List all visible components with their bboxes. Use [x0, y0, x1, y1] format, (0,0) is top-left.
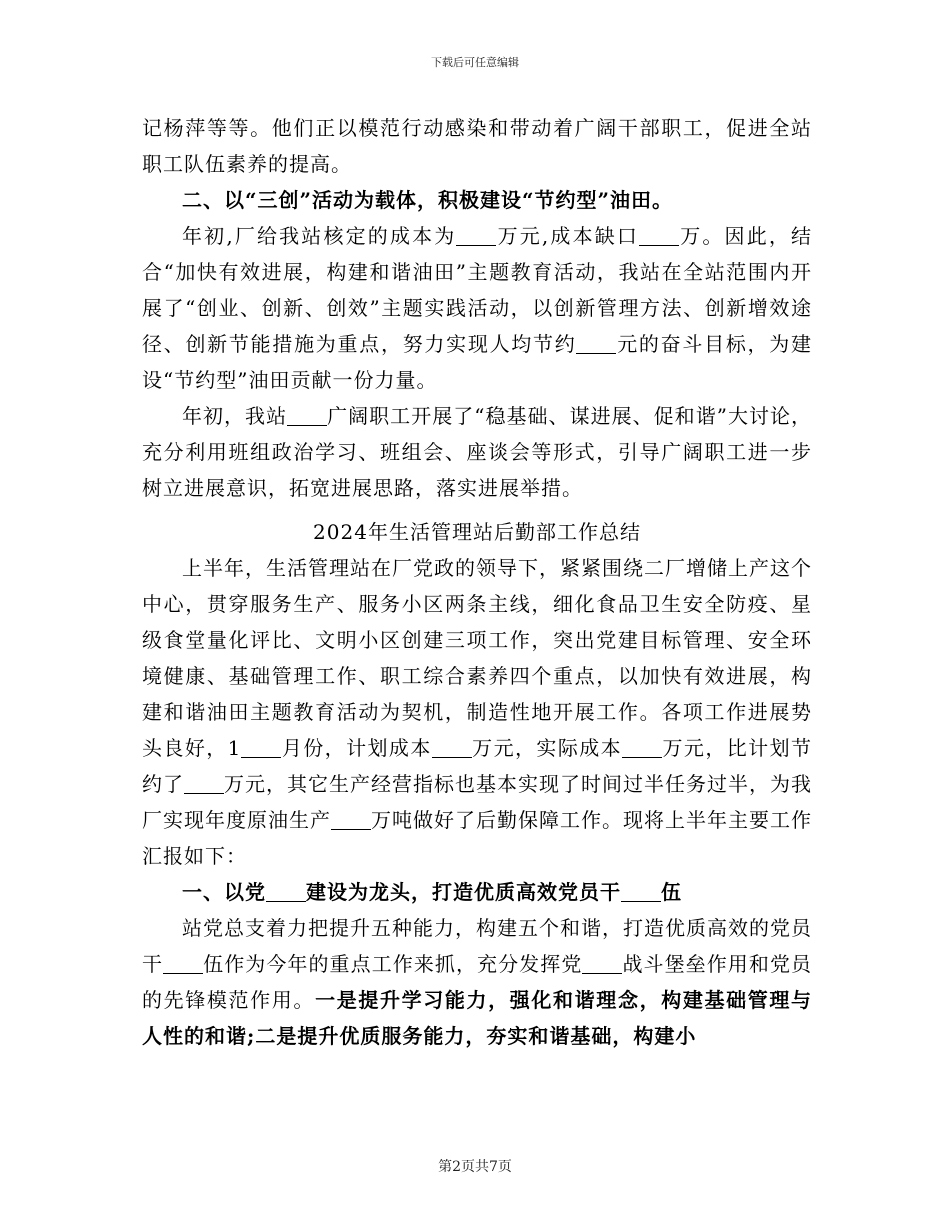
- blank-line: [266, 881, 306, 902]
- text-run: 站党总支着力把提升五种能力，构建五个和谐，打造优质高效的党员干: [142, 916, 812, 976]
- blank-line: [287, 405, 327, 426]
- document-body: [142, 110, 812, 1054]
- text-run: 万元，实际成本: [471, 736, 623, 760]
- text-run: 万吨做好了后勤保障工作。现将上半年主要工作汇报如下：: [142, 808, 812, 868]
- text-run: 战斗堡垒作用和党员的先锋模范作用。: [142, 952, 813, 1012]
- text-run: 元的奋斗目标，为建设“节约型”油田贡献一份力量。: [142, 332, 813, 392]
- blank-line: [163, 953, 203, 974]
- text-run: 万。因此，结合“加快有效进展，构建和谐油田”主题教育活动，我站在全站范围内开展了“创业、创新、创效”主题实践活动，以创新管理方法、创新增效途径、创新节能措施为重点，努力实现人均节约: [142, 224, 813, 356]
- text-run: 万元，比计划节约了: [142, 736, 813, 796]
- paragraph: [142, 398, 812, 506]
- bold-text-run: 一是提升学习能力，强化和谐理念，构建基础管理与人性的和谐;二是提升优质服务能力，夯实和谐基础，构建小: [142, 988, 813, 1048]
- blank-line: [241, 737, 281, 758]
- blank-line: [622, 737, 662, 758]
- blank-line: [621, 881, 661, 902]
- text-run: 广阔职工开展了“稳基础、谋进展、促和谐”大讨论，充分利用班组政治学习、班组会、座谈会等形式，引导广阔职工进一步树立进展意识，拓宽进展思路，落实进展举措。: [142, 404, 813, 500]
- section-heading: [142, 874, 812, 910]
- text-run: 建设为龙头，打造优质高效党员干: [306, 880, 621, 904]
- blank-line: [576, 333, 616, 354]
- paragraph: 记杨萍等等。他们正以模范行动感染和带动着广阔干部职工，促进全站职工队伍素养的提高。: [142, 116, 812, 176]
- blank-line: [456, 225, 496, 246]
- section-heading: 二、以“三创”活动为载体，积极建设“节约型”油田。: [182, 188, 674, 212]
- text-run: 上半年，生活管理站在厂党政的领导下，紧紧围绕二厂增储上产这个中心，贯穿服务生产、服务小区两条主线，细化食品卫生安全防疫、星级食堂量化评比、文明小区创建三项工作，突出党建目标管理、安全环境健康、基础管理工作、职工综合素养四个重点，以加快有效进展，构建和谐油田主题教育活动为契机，制造性地开展工作。各项工作进展势头良好，1: [142, 556, 812, 760]
- blank-line: [432, 737, 472, 758]
- blank-line: [639, 225, 679, 246]
- text-run: 伍: [661, 880, 682, 904]
- paragraph: [142, 910, 812, 1054]
- text-run: 一、以党: [182, 880, 266, 904]
- text-run: 年初,厂给我站核定的成本为: [182, 224, 457, 248]
- text-run: 万元,成本缺口: [496, 224, 640, 248]
- document-title: 2024年生活管理站后勤部工作总结: [313, 520, 641, 544]
- paragraph: [142, 550, 812, 874]
- text-run: 万元，其它生产经营指标也基本实现了时间过半任务过半，为我厂实现年度原油生产: [142, 772, 812, 832]
- blank-line: [184, 773, 224, 794]
- text-run: 伍作为今年的重点工作来抓，充分发挥党: [203, 952, 583, 976]
- text-run: 月份，计划成本: [281, 736, 432, 760]
- blank-line: [582, 953, 622, 974]
- blank-line: [331, 809, 371, 830]
- page-footer: 第2页共7页: [438, 1159, 512, 1175]
- paragraph: [142, 218, 812, 398]
- text-run: 年初，我站: [182, 404, 288, 428]
- page-header: 下载后可任意编辑: [431, 56, 519, 69]
